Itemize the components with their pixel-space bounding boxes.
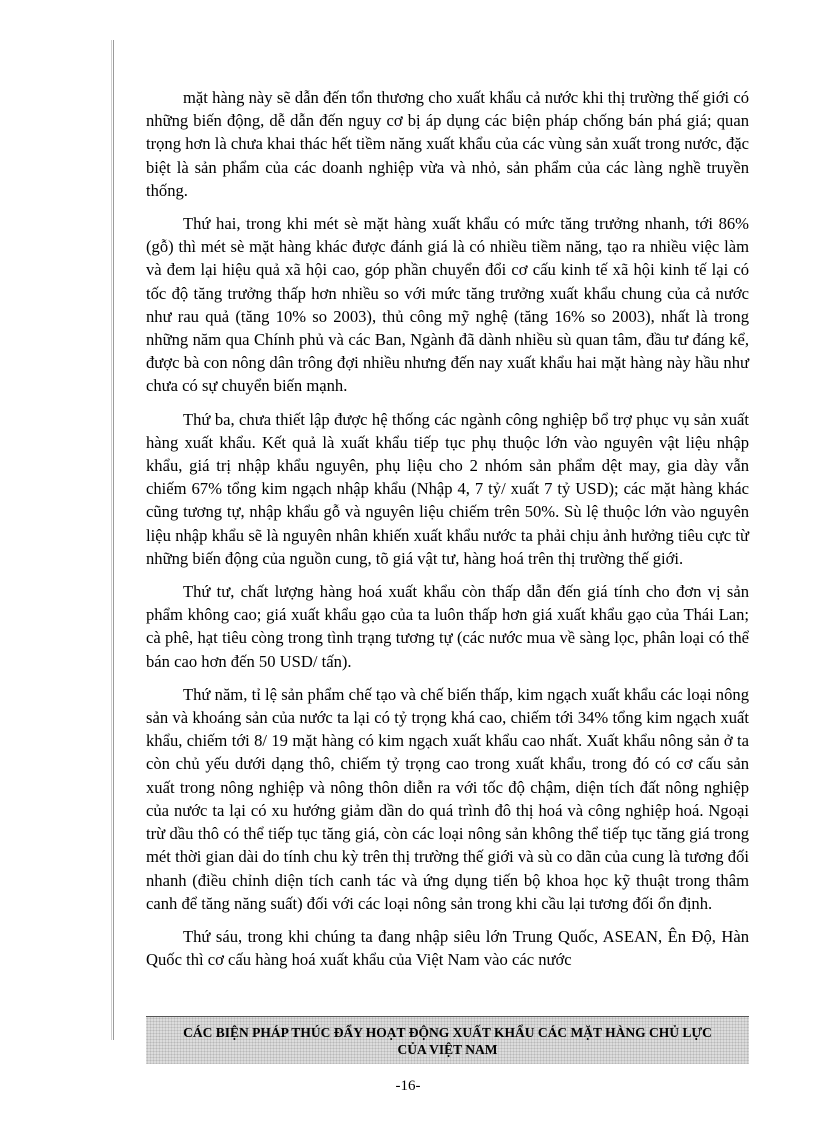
footer-banner xyxy=(146,1016,749,1064)
page-border-left-outer xyxy=(111,40,112,1040)
paragraph-second-point: Thứ hai, trong khi mét sè mặt hàng xuất khẩu có mức tăng trưởng nhanh, tới 86% (gỗ) thì mét sè mặt hàng khác được đánh giá là có nhiều tiềm năng, tạo ra nhiều việc làm và đem lại hiệu quả xã hội cao, góp phần chuyển đổi cơ cấu kinh tế xã hội kinh tế lại có tốc độ tăng trưởng thấp hơn nhiều so với mức tăng trưởng xuất khẩu chung của cả nước như rau quả (tăng 10% so 2003), thủ công mỹ nghệ (tăng 16% so 2003), nhất là trong những năm qua Chính phủ và các Ban, Ngành đã dành nhiều sù quan tâm, đầu tư đáng kể, được bà con nông dân trông đợi nhiều nhưng đến nay xuất khẩu hai mặt hàng này hầu như chưa có sự chuyển biến mạnh. xyxy=(146,214,749,396)
paragraph-sixth-point: Thứ sáu, trong khi chúng ta đang nhập siêu lớn Trung Quốc, ASEAN, Ên Độ, Hàn Quốc thì cơ cấu hàng hoá xuất khẩu của Việt Nam vào các nước xyxy=(146,926,749,970)
paragraph-fifth-point: Thứ năm, tỉ lệ sản phẩm chế tạo và chế biến thấp, kim ngạch xuất khẩu các loại nông sản và khoáng sản của nước ta lại có tỷ trọng khá cao, chiếm tới 34% tổng kim ngạch xuất khẩu, chiếm tới 8/ 19 mặt hàng có kim ngạch xuất khẩu cao nhất. Xuất khẩu nông sản ở ta còn chủ yếu dưới dạng thô, chiếm tỷ trọng cao trong xuất khẩu, trong đó có cơ cấu sản xuất trong nông nghiệp và nông thôn diễn ra với tốc độ chậm, diện tích đất nông nghiệp của nước ta lại có xu hướng giảm dần do quá trình đô thị hoá và công nghiệp hoá. Ngoại trừ dầu thô có thể tiếp tục tăng giá, còn các loại nông sản không thể tiếp tục tăng giá trong mét thời gian dài do tính chu kỳ trên thị trường thế giới và sù co dãn của cung là tương đối nhanh (điều chỉnh diện tích canh tác và ứng dụng tiến bộ khoa học kỹ thuật trong thâm canh để tăng năng suất) đối với các loại nông sản trong khi cầu lại tương đối ổn định. xyxy=(146,684,749,913)
page-border-left xyxy=(113,40,114,1040)
page-number: -16- xyxy=(395,1078,421,1094)
body-text xyxy=(146,86,749,981)
paragraph-fourth-point: Thứ tư, chất lượng hàng hoá xuất khẩu còn thấp dẫn đến giá tính cho đơn vị sản phẩm không cao; giá xuất khẩu gạo của ta luôn thấp hơn giá xuất khẩu gạo của Thái Lan; cà phê, hạt tiêu còng trong tình trạng tương tự (các nước mua về sàng lọc, phân loại có thể bán cao hơn đến 50 USD/ tấn). xyxy=(146,582,749,671)
paragraph-third-point: Thứ ba, chưa thiết lập được hệ thống các ngành công nghiệp bổ trợ phục vụ sản xuất hàng xuất khẩu. Kết quả là xuất khẩu tiếp tục phụ thuộc lớn vào nguyên vật liệu nhập khẩu, giá trị nhập khẩu nguyên, phụ liệu cho 2 nhóm sản phẩm dệt may, gia dày vẫn chiếm 67% tổng kim ngạch nhập khẩu (Nhập 4, 7 tỷ/ xuất 7 tỷ USD); các mặt hàng khác cũng tương tự, nhập khẩu gỗ và nguyên liệu chiếm trên 50%. Sù lệ thuộc lớn vào nguyên liệu nhập khẩu sẽ là nguyên nhân khiến xuất khẩu nước ta phải chịu ảnh hưởng tiêu cực từ những biến động của nguồn cung, tõ giá vật tư, hàng hoá trên thị trường thế giới. xyxy=(146,409,749,568)
footer-title-line-2: CỦA VIỆT NAM xyxy=(397,1042,498,1057)
paragraph-continuation: mặt hàng này sẽ dẫn đến tổn thương cho xuất khẩu cả nước khi thị trường thế giới có những biến động, dễ dẫn đến nguy cơ bị áp dụng các biện pháp chống bán phá giá; quan trọng hơn là chưa khai thác hết tiềm năng xuất khẩu của các vùng sản xuất trong nước, đặc biệt là sản phẩm của các doanh nghiệp vừa và nhỏ, sản phẩm của các làng nghề truyền thống. xyxy=(146,88,749,200)
footer-title-line-1: CÁC BIỆN PHÁP THÚC ĐẨY HOẠT ĐỘNG XUẤT KHẨU CÁC MẶT HÀNG CHỦ LỰC xyxy=(183,1025,712,1040)
